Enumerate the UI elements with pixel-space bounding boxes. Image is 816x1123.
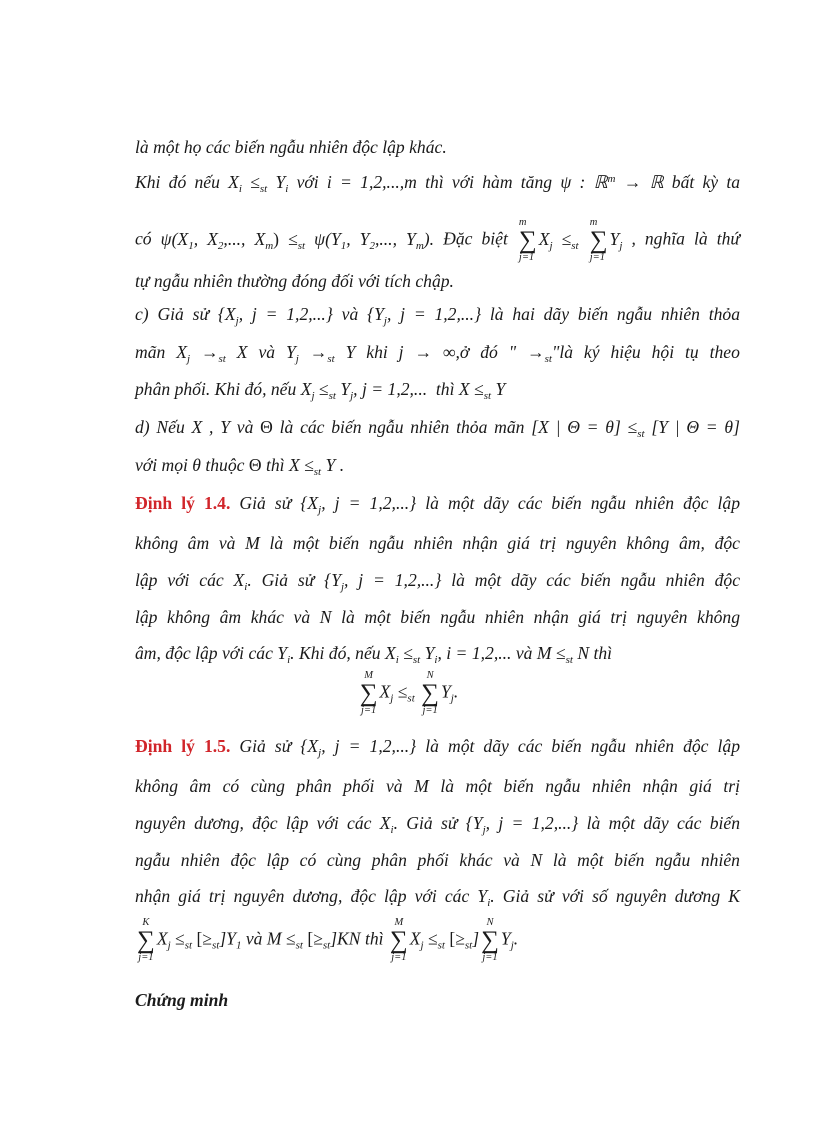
math: $Y_j \to_{st}$ Y [285, 342, 356, 365]
theorem-heading: Định lý 1.4. [135, 493, 231, 513]
math: {$Y_j$, j = 1,2,...} [367, 304, 482, 327]
math: M [245, 533, 260, 553]
math: $Y_i$ [477, 886, 491, 909]
math: i = 1,2,...,m [326, 172, 417, 192]
line-10: Định lý 1.4. Giả sử {$X_j$, j = 1,2,...} là một dãy các biến ngẫu nhiên độc lập [135, 493, 741, 516]
math: {$X_j$, j = 1,2,...} [217, 304, 333, 327]
line-15: Định lý 1.5. Giả sử {$X_j$, j = 1,2,...} là một dãy các biến ngẫu nhiên độc lập [135, 736, 741, 759]
math: {$Y_j$, j = 1,2,...} [465, 813, 579, 836]
math: $X_j \le_{st}$ $Y_j$, j = 1,2,... [300, 379, 428, 402]
line-1 [135, 136, 740, 158]
line-20: K ∑ j=1 $X_j \le_{st}$ $[\ge_{st}]Y_1$ và $M \le_{st}$ $[\ge_{st}]KN$ thì M ∑ j=1 $X_j \le_{st}$ $[\ge_{st}]$ N ∑ j=1 $Y_j$. [137, 917, 519, 963]
line-3 [135, 218, 740, 263]
sum-symbol: m ∑ j=1 [518, 217, 537, 263]
math: N [319, 607, 332, 627]
math: {$X_j$, j = 1,2,...} [300, 736, 417, 759]
line-14: âm, độc lập với các $Y_i$. Khi đó, nếu $X_i \le_{st}$ $Y_i$, i = 1,2,... và $M \le_{st}$ N thì [135, 643, 613, 666]
text: thì với hàm tăng [425, 172, 553, 192]
math: X , Y [191, 417, 230, 437]
math: $X_i \le_{st}$ $Y_i$, i = 1,2,... [384, 643, 512, 666]
display-equation-1: M ∑ j=1 $X_j \le_{st}$ N ∑ j=1 $Y_j$. [359, 670, 459, 716]
math: $X \le_{st}$ Y . [288, 455, 345, 478]
math: $X_j \to_{st}$ X [176, 342, 248, 365]
text: có [135, 228, 152, 249]
math: {$Y_j$, j = 1,2,...} [324, 570, 442, 593]
sum-symbol: N ∑ j=1 [421, 670, 439, 716]
line-18: ngẫu nhiên độc lập có cùng phân phối khác và N là một biến ngẫu nhiên [135, 850, 740, 870]
line-5: c) Giả sử {$X_j$, j = 1,2,...} và {$Y_j$, j = 1,2,...} là hai dãy biến ngẫu nhiên thỏa [135, 304, 741, 327]
math: [X | $\Theta = \theta] \le_{st}$ [Y | Θ = θ] [531, 417, 740, 440]
text: là một họ các biến ngẫu nhiên độc lập khác. [135, 137, 447, 157]
text: bất kỳ ta [671, 172, 741, 192]
math: θ [192, 455, 201, 475]
math: $X_i$ [233, 570, 248, 593]
line-12: lập với các $X_i$. Giả sử {$Y_j$, j = 1,2,...} là một dãy các biến ngẫu nhiên độc [135, 570, 741, 593]
line-8: d) Nếu X , Y và Θ là các biến ngẫu nhiên thỏa mãn [X | $\Theta = \theta] \le_{st}$ [Y | Θ = θ] [135, 417, 740, 440]
line-4 [135, 270, 740, 292]
sum-symbol: K ∑ j=1 [137, 917, 155, 963]
sum-symbol: N ∑ j=1 [481, 917, 499, 963]
line-17: nguyên dương, độc lập với các $X_i$. Giả sử {$Y_j$, j = 1,2,...} là một dãy các biến [135, 813, 741, 836]
math: ψ : ℝ$^m$ → ℝ [560, 172, 664, 192]
math: Θ [260, 417, 273, 437]
math: N [530, 850, 543, 870]
math: M [414, 776, 429, 796]
line-2 [135, 171, 740, 193]
math: {$X_j$, j = 1,2,...} [300, 493, 417, 516]
line-19: nhận giá trị nguyên dương, độc lập với các $Y_i$. Giả sử với số nguyên dương K [135, 886, 740, 909]
line-9: với mọi θ thuộc Θ thì $X \le_{st}$ Y . [135, 455, 345, 478]
math: $X_i \le_{st}$ $Y_i$ [228, 172, 289, 195]
line-6: mãn $X_j \to_{st}$ X và $Y_j \to_{st}$ Y khi j → ∞,ở đó " $\to_{st}"là$ ký hiệu hội tụ theo [135, 342, 740, 365]
proof-heading: Chứng minh [135, 990, 229, 1010]
math: $X \le_{st}$ Y [458, 379, 506, 402]
line-7: phân phối. Khi đó, nếu $X_j \le_{st}$ $Y_j$, j = 1,2,... thì $X \le_{st}$ Y [135, 379, 506, 402]
text: Đặc biệt [443, 228, 508, 249]
sum-symbol: M ∑ j=1 [359, 670, 378, 716]
sum-expression: m ∑ j=1 $X_j \le_{st}$ m ∑ j=1 $Y_j$ [518, 217, 623, 263]
math: Θ [248, 455, 262, 475]
sum-symbol: M ∑ j=1 [389, 917, 408, 963]
math: j → ∞, [398, 342, 460, 362]
line-16: không âm có cùng phân phối và M là một biến ngẫu nhiên nhận giá trị [135, 776, 740, 796]
math: $M \le_{st}$ N [536, 643, 590, 666]
math: $X_i$ [379, 813, 394, 836]
text: Khi đó nếu [135, 172, 220, 192]
line-11: không âm và M là một biến ngẫu nhiên nhận giá trị nguyên không âm, độc [135, 533, 740, 553]
line-13: lập không âm khác và N là một biến ngẫu nhiên nhận giá trị nguyên không [135, 607, 741, 627]
sum-symbol: m ∑ j=1 [589, 217, 608, 263]
text: , nghĩa là thứ [631, 228, 741, 249]
text: tự ngẫu nhiên thường đóng đối với tích chập. [135, 271, 454, 291]
text: với [296, 172, 319, 192]
theorem-heading: Định lý 1.5. [135, 736, 231, 756]
math: $Y_i$ [277, 643, 291, 666]
math: $\psi(X_1$, $X_2$,..., $X_m) \le_{st}$ $\psi(Y_1$, $Y_2$,..., $Y_m$). [160, 228, 435, 252]
math: " $\to_{st}$" [508, 342, 560, 365]
